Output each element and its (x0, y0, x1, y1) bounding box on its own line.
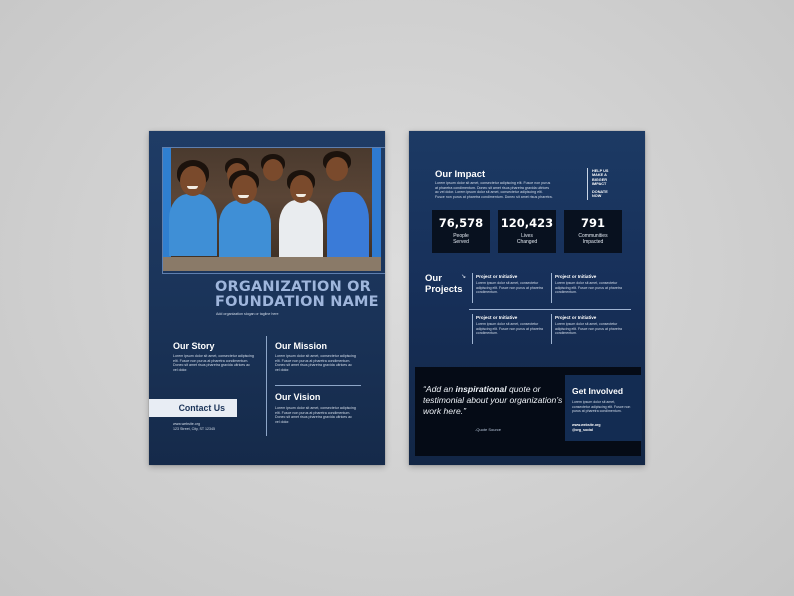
story-body: Lorem ipsum dolor sit amet, consectetur adipiscing elit. Fusce non purus at pharetra condimentum. Donec sit amet risus pharetra gravida ultrices ac vel dolor. (173, 354, 254, 373)
column-divider (266, 336, 267, 436)
stat-value: 120,423 (500, 216, 554, 230)
mission-title: Our Mission (275, 341, 328, 351)
children-photo (163, 148, 381, 271)
get-involved-contact (572, 423, 600, 432)
donate-line: DONATE (592, 190, 608, 195)
contact-info (173, 422, 215, 431)
project-title: Project or Initiative (476, 315, 518, 320)
projects-title-line: Projects (425, 283, 463, 295)
project-divider (551, 273, 552, 303)
help-line: IMPACT (592, 181, 607, 186)
projects-title (425, 274, 463, 295)
help-callout[interactable] (592, 169, 608, 199)
help-divider (587, 168, 588, 200)
quote-text-part: “Add an (423, 384, 456, 394)
project-body: Lorem ipsum dolor sit amet, consectetur adipiscing elit. Fusce non purus at pharetra condimentum. (476, 322, 543, 335)
project-title: Project or Initiative (555, 315, 597, 320)
organization-name (215, 280, 385, 310)
stat-people-served (432, 210, 490, 253)
mission-body: Lorem ipsum dolor sit amet, consectetur adipiscing elit. Fusce non purus at pharetra condimentum. Donec sit amet risus pharetra gravida ultrices ac vel dolor. (275, 354, 356, 373)
stat-label: Changed (516, 239, 538, 245)
stat-lives-changed (498, 210, 556, 253)
social-handle[interactable]: @org_social (572, 427, 593, 432)
impact-body: Lorem ipsum dolor sit amet, consectetur adipiscing elit. Fusce non purus at pharetra condimentum. Donec sit amet risus pharetra gravida ultrices ac vel dolor. Lorem ipsum dolor sit amet, consectetur adipiscing elit. Fusce non purus at pharetra condimentum. Donec sit amet risus pharetra. (435, 181, 553, 200)
project-divider (472, 273, 473, 303)
stat-label: Lives (521, 233, 533, 239)
address-text: 123 Street, City, ST 12345 (173, 426, 216, 431)
testimonial-quote (423, 384, 565, 417)
stat-value: 791 (580, 216, 605, 230)
project-title: Project or Initiative (476, 274, 518, 279)
stat-label: Impacted (582, 239, 604, 245)
stat-label: People (453, 233, 469, 239)
vision-body: Lorem ipsum dolor sit amet, consectetur adipiscing elit. Fusce non purus at pharetra condimentum. Donec sit amet risus pharetra gravida ultrices ac vel dolor. (275, 406, 356, 425)
get-involved-title: Get Involved (572, 386, 624, 396)
project-divider (551, 314, 552, 344)
help-line: BIGGER (592, 177, 607, 182)
projects-title-line: Our (425, 273, 442, 284)
get-involved-body: Lorem ipsum dolor sit amet, consectetur adipiscing elit. Fusce non purus at pharetra condimentum. (572, 400, 631, 413)
quote-box (415, 367, 641, 456)
stat-label: Communities (578, 233, 608, 239)
help-line: HELP US (592, 169, 609, 173)
stat-label: Served (453, 239, 469, 245)
quote-emphasis: inspirational (455, 384, 507, 394)
section-divider (275, 385, 361, 386)
contact-us-button[interactable]: Contact Us (149, 399, 237, 417)
website-text: www.website.org (173, 422, 200, 426)
stat-value: 76,578 (438, 216, 484, 230)
quote-text-part: quote or testimonial about your organization’s work here.” (423, 384, 563, 416)
stat-communities-impacted (564, 210, 622, 253)
project-body: Lorem ipsum dolor sit amet, consectetur adipiscing elit. Fusce non purus at pharetra condimentum. (555, 281, 622, 294)
help-line: MAKE A (592, 173, 607, 178)
get-involved-panel (565, 375, 642, 441)
story-title: Our Story (173, 341, 215, 351)
front-page (149, 131, 385, 465)
org-name-line-1: ORGANIZATION OR (215, 279, 372, 295)
project-body: Lorem ipsum dolor sit amet, consectetur adipiscing elit. Fusce non purus at pharetra condimentum. (555, 322, 622, 335)
impact-title: Our Impact (435, 169, 486, 180)
project-divider (472, 314, 473, 344)
arrow-down-right-icon: ↘ (461, 274, 467, 280)
quote-source: -Quote Source (475, 427, 502, 432)
project-title: Project or Initiative (555, 274, 597, 279)
project-divider (469, 309, 631, 310)
project-body: Lorem ipsum dolor sit amet, consectetur adipiscing elit. Fusce non purus at pharetra condimentum. (476, 281, 543, 294)
vision-title: Our Vision (275, 392, 321, 402)
org-name-line-2: FOUNDATION NAME (215, 294, 379, 310)
donate-line: NOW (592, 194, 602, 199)
slogan: Add organization slogan or tagline here (216, 312, 279, 316)
website-link[interactable]: www.website.org (572, 423, 601, 427)
back-page (409, 131, 645, 465)
